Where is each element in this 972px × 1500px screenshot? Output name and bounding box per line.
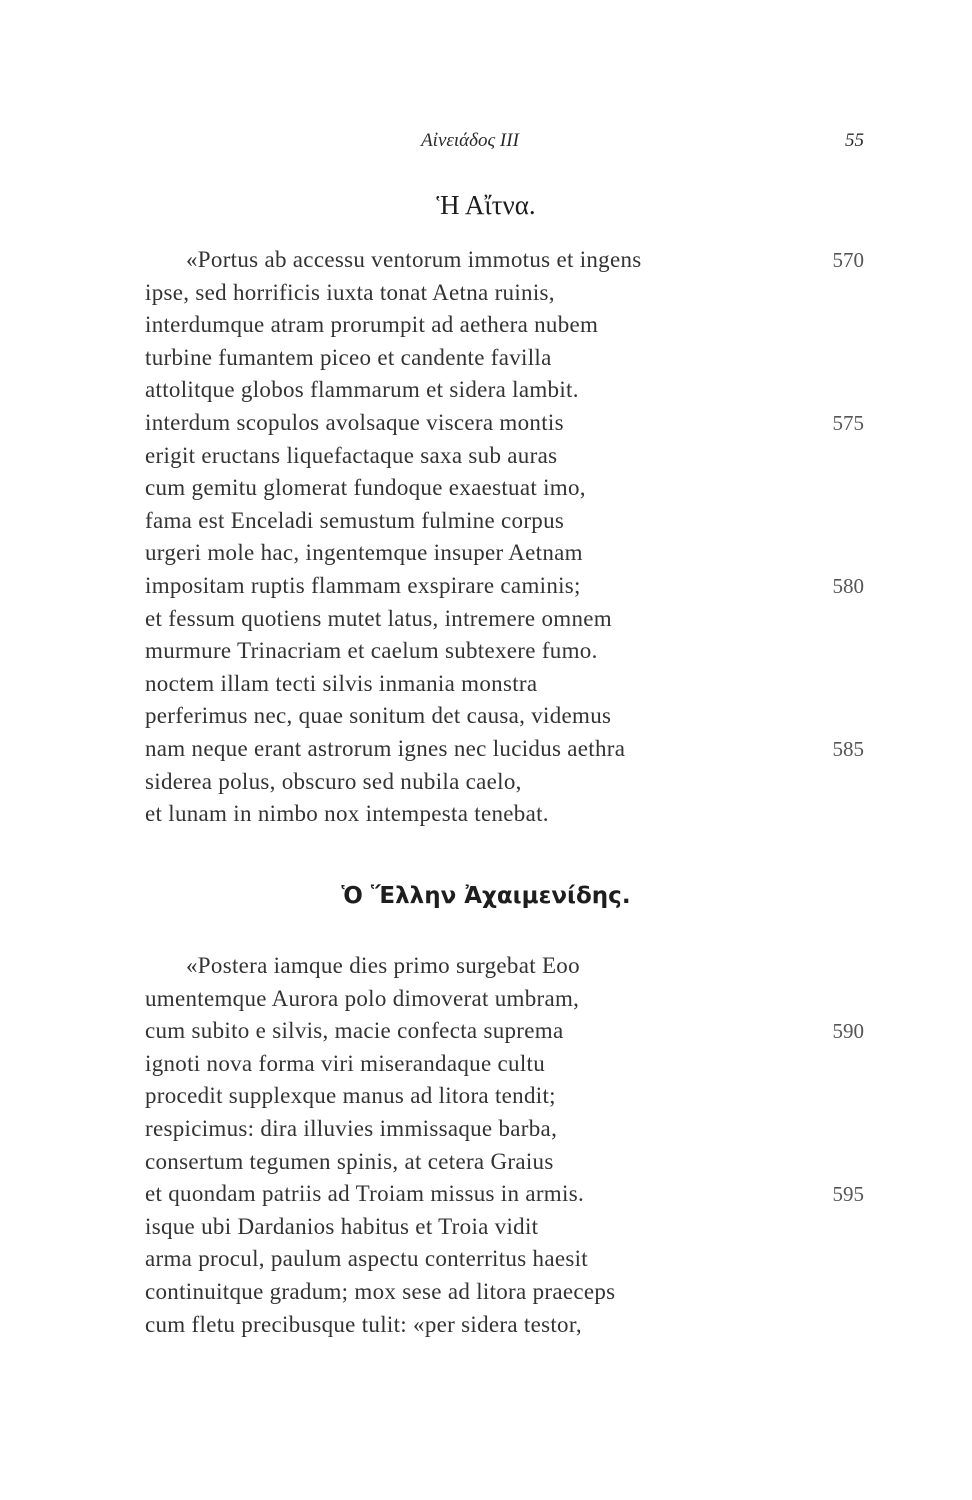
verse-line: fama est Enceladi semustum fulmine corpus [145,507,565,533]
verse-line: procedit supplexque manus ad litora tendit; [145,1083,556,1109]
verse-line: interdum scopulos avolsaque viscera montis [145,410,564,435]
verse-line: nam neque erant astrorum ignes nec lucidus aethra [145,736,626,761]
line-number: 590 [832,1019,864,1044]
verse-line: cum gemitu glomerat fundoque exaestuat imo, [145,475,586,501]
verse-line: continuitque gradum; mox sese ad litora praeceps [145,1279,616,1304]
verse-line: «Portus ab accessu ventorum immotus et ingens [186,247,642,272]
line-number: 595 [832,1182,864,1207]
verse-line: umentemque Aurora polo dimoverat umbram, [145,985,580,1011]
verse-line: interdumque atram prorumpit ad aethera nubem [145,312,599,338]
verse-line: noctem illam tecti silvis inmania monstra [145,670,538,696]
verse-line: attolitque globos flammarum et sidera lambit. [145,377,579,403]
line-number: 570 [832,248,864,272]
verse-line: perferimus nec, quae sonitum det causa, videmus [145,703,612,729]
verse-line: et quondam patriis ad Troiam missus in armis. [145,1181,584,1207]
verse-line: «Postera iamque dies primo surgebat Eoo [186,953,580,978]
verse-line: arma procul, paulum aspectu conterritus haesit [145,1246,588,1272]
verse-line: consertum tegumen spinis, at cetera Graius [145,1148,554,1174]
line-number: 580 [832,574,864,598]
verse-line: impositam ruptis flammam exspirare caminis; [145,573,581,598]
verse-line: cum subito e silvis, macie confecta suprema [145,1018,564,1044]
verse-line: turbine fumantem piceo et candente favilla [145,344,552,370]
running-head-title: Αἰνειάδος III [421,130,519,151]
verse-line: erigit eructans liquefactaque saxa sub auras [145,442,558,468]
verse-line: murmure Trinacriam et caelum subtexere fumo. [145,638,598,664]
verse-line: urgeri mole hac, ingentemque insuper Aetnam [145,540,583,566]
verse-line: siderea polus, obscuro sed nubila caelo, [145,768,522,794]
verse-line: et fessum quotiens mutet latus, intremere omnem [145,605,612,631]
verse-line: ipse, sed horrificis iuxta tonat Aetna ruinis, [145,279,555,305]
verse-line: et lunam in nimbo nox intempesta tenebat. [145,801,549,827]
section-heading-aetna: Ἡ Αἴτνα. [436,190,536,220]
section-heading-achaemenides: Ὁ Ἕλλην Ἀχαιμενίδης. [341,883,631,909]
page-number: 55 [845,130,864,151]
line-number: 575 [832,411,864,435]
running-head [0,130,972,160]
verse-line: respicimus: dira illuvies immissaque barba, [145,1116,558,1141]
line-number: 585 [832,737,864,761]
verse-line: ignoti nova forma viri miserandaque cultu [145,1050,545,1076]
verse-line: isque ubi Dardanios habitus et Troia vidit [145,1213,539,1239]
verse-line: cum fletu precibusque tulit: «per sidera testor, [145,1311,582,1337]
